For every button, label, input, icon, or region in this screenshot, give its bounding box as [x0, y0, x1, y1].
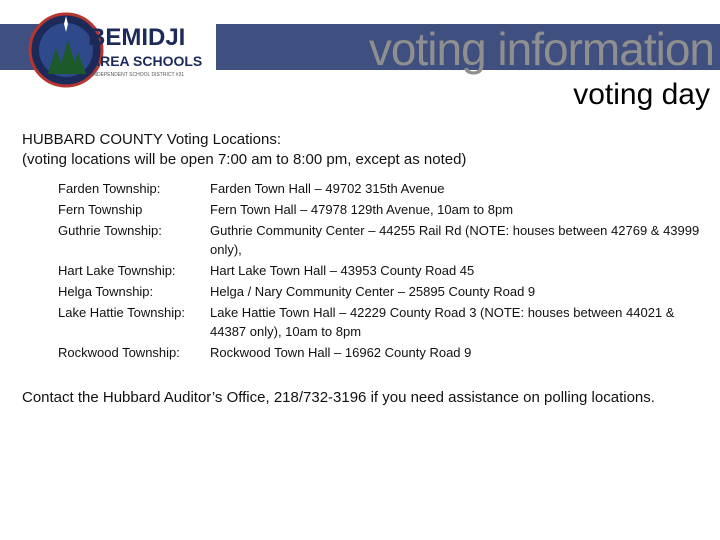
- location-row: [58, 303, 718, 341]
- polling-location: Hart Lake Town Hall – 43953 County Road 45: [210, 263, 475, 278]
- contact-info: Contact the Hubbard Auditor’s Office, 218/732-3196 if you need assistance on polling locations.: [22, 389, 655, 406]
- svg-text:AREA SCHOOLS: AREA SCHOOLS: [90, 53, 203, 69]
- township-name: Farden Township:: [58, 181, 161, 196]
- location-row: [58, 179, 718, 198]
- page-subtitle: voting day: [573, 78, 710, 111]
- page-title: voting information: [368, 23, 714, 75]
- locations-list: [58, 179, 718, 364]
- township-name: Lake Hattie Township:: [58, 305, 185, 320]
- polling-location: Lake Hattie Town Hall – 42229 County Road 3 (NOTE: houses between 44021 & 44387 only), 10am to 8pm: [210, 305, 675, 339]
- location-row: [58, 282, 718, 301]
- polling-location: Fern Town Hall – 47978 129th Avenue, 10am to 8pm: [210, 202, 514, 217]
- location-row: [58, 200, 718, 219]
- township-name: Helga Township:: [58, 284, 154, 299]
- svg-text:BEMIDJI: BEMIDJI: [88, 24, 186, 51]
- location-row: [58, 261, 718, 280]
- polling-location: Farden Town Hall – 49702 315th Avenue: [210, 181, 445, 196]
- bemidji-area-schools-logo: [28, 12, 218, 92]
- township-name: Guthrie Township:: [58, 223, 162, 238]
- polling-location: Rockwood Town Hall – 16962 County Road 9: [210, 345, 472, 360]
- township-name: Fern Township: [58, 202, 143, 217]
- location-row: [58, 343, 718, 362]
- polling-location: Guthrie Community Center – 44255 Rail Rd (NOTE: houses between 42769 & 43999 only),: [210, 223, 700, 257]
- polling-location: Helga / Nary Community Center – 25895 County Road 9: [210, 284, 536, 299]
- township-name: Hart Lake Township:: [58, 263, 176, 278]
- svg-text:INDEPENDENT SCHOOL DISTRICT #3: INDEPENDENT SCHOOL DISTRICT #31: [92, 72, 185, 78]
- location-row: [58, 221, 718, 259]
- hours-note: (voting locations will be open 7:00 am to 8:00 pm, except as noted): [22, 151, 467, 168]
- county-title: HUBBARD COUNTY Voting Locations:: [22, 131, 281, 148]
- township-name: Rockwood Township:: [58, 345, 180, 360]
